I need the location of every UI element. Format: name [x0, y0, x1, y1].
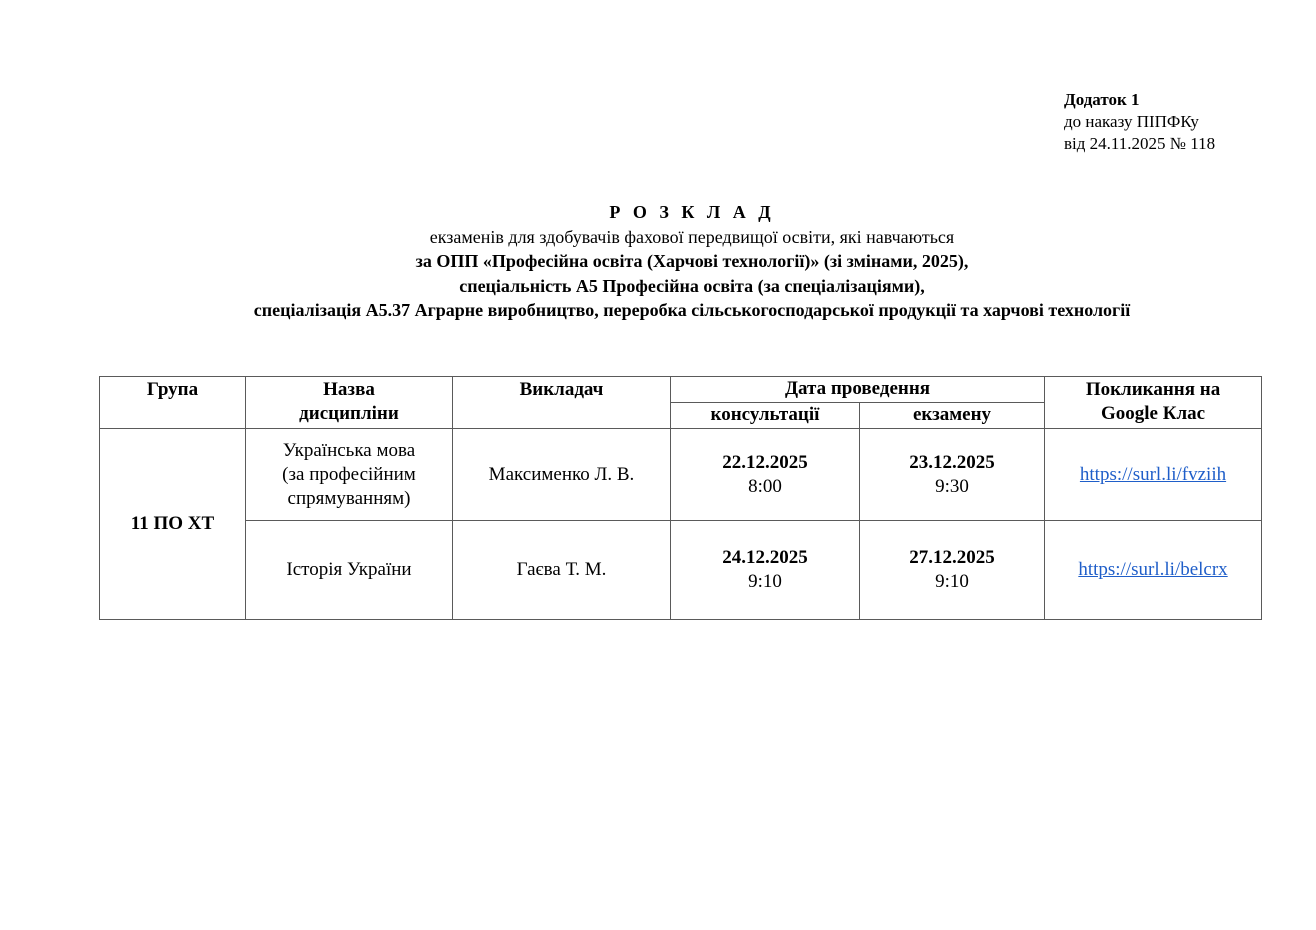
consultation-time: 9:10	[748, 571, 782, 592]
heading-line-3: спеціальність А5 Професійна освіта (за спеціалізаціями),	[459, 275, 925, 296]
annex-order: до наказу ПІПФКу	[1064, 112, 1199, 131]
teacher-cell: Максименко Л. В.	[453, 429, 671, 521]
exam-date: 23.12.2025	[909, 451, 995, 473]
header-group: Група	[100, 377, 246, 429]
link-cell	[1045, 521, 1262, 620]
consultation-date: 22.12.2025	[722, 451, 808, 473]
discipline-cell: Українська мова (за професійним спрямуванням)	[246, 429, 453, 521]
header-exam: екзамену	[860, 403, 1045, 429]
link-cell	[1045, 429, 1262, 521]
heading-line-1: екзаменів для здобувачів фахової передвищої освіти, які навчаються	[429, 226, 955, 247]
consultation-cell	[671, 429, 860, 521]
exam-date: 27.12.2025	[909, 547, 995, 568]
heading-line-2: за ОПП «Професійна освіта (Харчові технології)» (зі змінами, 2025),	[415, 251, 969, 271]
consultation-cell	[671, 521, 860, 620]
header-teacher: Викладач	[453, 377, 671, 429]
consultation-date: 24.12.2025	[722, 547, 808, 568]
google-classroom-link[interactable]: https://surl.li/fvziih	[1079, 463, 1227, 485]
google-classroom-link[interactable]: https://surl.li/belcrx	[1078, 559, 1228, 580]
exam-cell	[860, 521, 1045, 620]
header-date: Дата проведення	[671, 377, 1045, 403]
annex-date: від 24.11.2025 № 118	[1064, 134, 1216, 153]
header-google-classroom: Покликання на Google Клас	[1045, 377, 1262, 429]
exam-cell	[860, 429, 1045, 521]
header-discipline: Назва дисципліни	[246, 377, 453, 429]
heading-line-4: спеціалізація А5.37 Аграрне виробництво, переробка сільськогосподарської продукції та харчові технології	[253, 300, 1131, 320]
document-title: Р О З К Л А Д	[609, 202, 775, 222]
document-heading	[0, 200, 1316, 323]
consultation-time: 8:00	[748, 475, 782, 497]
group-cell: 11 ПО ХТ	[100, 429, 246, 620]
exam-schedule-table	[99, 376, 1262, 620]
header-consultation: консультації	[671, 403, 860, 429]
teacher-cell: Гаєва Т. М.	[453, 521, 671, 620]
header-row	[100, 377, 1262, 403]
annex-title: Додаток 1	[1064, 90, 1140, 109]
exam-time: 9:10	[935, 571, 969, 592]
discipline-cell: Історія України	[246, 521, 453, 620]
table-row	[100, 429, 1262, 521]
annex-block	[1064, 89, 1215, 155]
table-row	[100, 521, 1262, 620]
exam-time: 9:30	[935, 475, 969, 497]
